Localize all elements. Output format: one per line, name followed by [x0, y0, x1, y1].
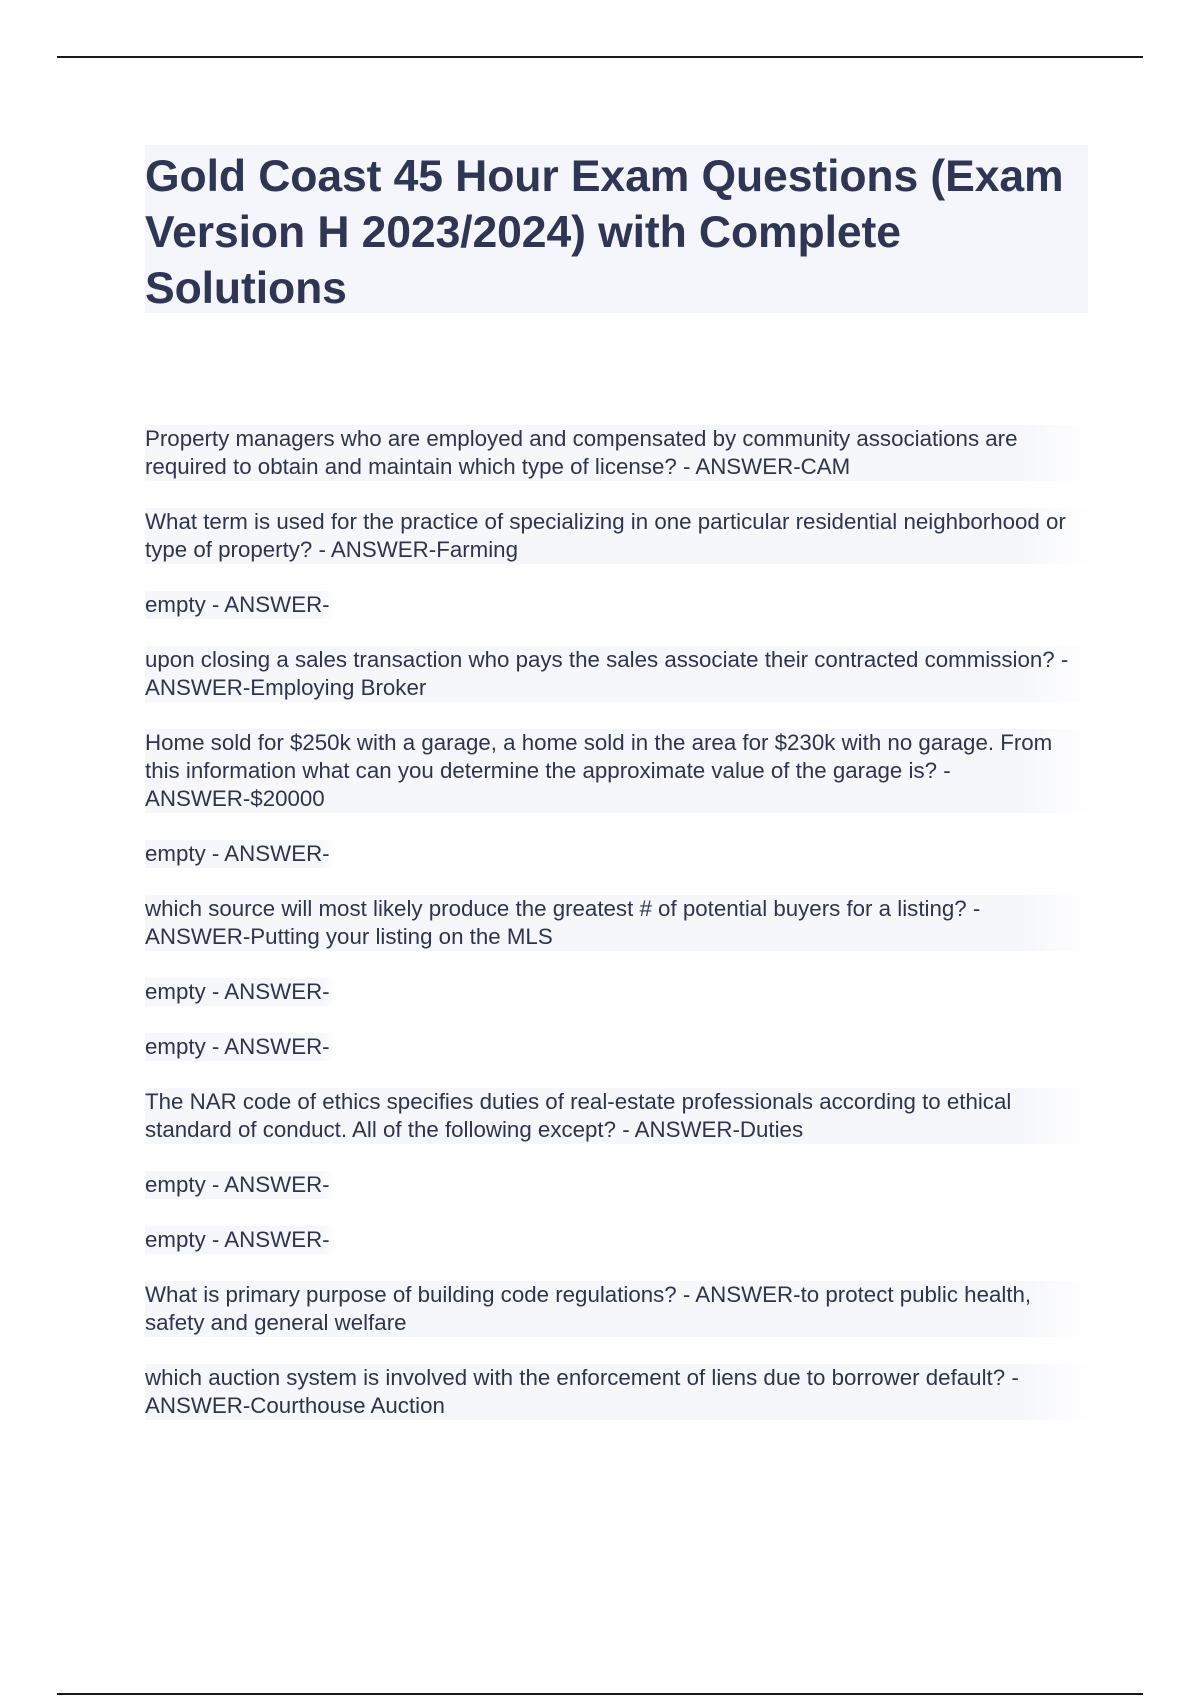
answer-separator: - ANSWER- — [205, 841, 330, 866]
answer-text: to protect public health, safety and general welfare — [145, 1282, 1032, 1335]
qa-list — [145, 425, 1105, 1447]
question-text: empty — [145, 841, 206, 866]
qa-item — [145, 978, 336, 1006]
title-block — [145, 145, 1088, 313]
question-text: empty — [145, 1034, 206, 1059]
answer-text: Putting your listing on the MLS — [250, 924, 553, 949]
qa-item — [145, 1171, 336, 1199]
qa-item — [145, 840, 336, 868]
qa-item — [145, 1088, 1096, 1144]
top-rule — [57, 56, 1143, 58]
qa-item — [145, 1226, 336, 1254]
qa-item — [145, 895, 1096, 951]
answer-separator: - ANSWER- — [205, 592, 330, 617]
qa-item — [145, 1364, 1096, 1420]
answer-text: Duties — [739, 1117, 804, 1142]
answer-text: $20000 — [250, 786, 325, 811]
qa-item — [145, 729, 1096, 813]
answer-separator: - ANSWER- — [616, 1117, 740, 1142]
question-text: empty — [145, 592, 206, 617]
question-text: empty — [145, 1227, 206, 1252]
question-text: upon closing a sales transaction who pays the sales associate their contracted commission? — [145, 647, 1055, 672]
qa-item — [145, 508, 1096, 564]
answer-separator: - ANSWER- — [676, 1282, 801, 1307]
answer-separator: - ANSWER- — [205, 979, 330, 1004]
answer-separator: - ANSWER- — [145, 758, 951, 811]
qa-item — [145, 1033, 336, 1061]
answer-text: CAM — [800, 454, 851, 479]
answer-separator: - ANSWER- — [145, 896, 981, 949]
question-text: The NAR code of ethics specifies duties of real-estate professionals according to ethical standard of conduct. All of the following except? — [145, 1089, 1012, 1142]
answer-separator: - ANSWER- — [205, 1227, 330, 1252]
qa-item — [145, 646, 1096, 702]
qa-item — [145, 591, 336, 619]
question-text: Property managers who are employed and compensated by community associations are required to obtain and maintain which type of license? — [145, 426, 1018, 479]
question-text: What is primary purpose of building code regulations? — [145, 1282, 677, 1307]
question-text: empty — [145, 1172, 206, 1197]
bottom-rule — [57, 1693, 1143, 1695]
answer-separator: - ANSWER- — [312, 537, 437, 562]
answer-separator: - ANSWER- — [145, 1365, 1019, 1418]
answer-separator: - ANSWER- — [676, 454, 801, 479]
question-text: empty — [145, 979, 206, 1004]
qa-item — [145, 1281, 1096, 1337]
document-title: Gold Coast 45 Hour Exam Questions (Exam Version H 2023/2024) with Complete Solutions — [145, 152, 1064, 313]
answer-text: Courthouse Auction — [250, 1393, 445, 1418]
answer-text: Farming — [436, 537, 518, 562]
answer-separator: - ANSWER- — [205, 1172, 330, 1197]
answer-separator: - ANSWER- — [205, 1034, 330, 1059]
qa-item — [145, 425, 1096, 481]
answer-text: Employing Broker — [250, 675, 427, 700]
question-text: Home sold for $250k with a garage, a home sold in the area for $230k with no garage. From this information what can you determine the approximate value of the garage is? — [145, 730, 1053, 783]
question-text: What term is used for the practice of specializing in one particular residential neighborhood or type of property? — [145, 509, 1066, 562]
answer-separator: - ANSWER- — [145, 647, 1069, 700]
question-text: which auction system is involved with the enforcement of liens due to borrower default? — [145, 1365, 1006, 1390]
question-text: which source will most likely produce the greatest # of potential buyers for a listing? — [145, 896, 967, 921]
